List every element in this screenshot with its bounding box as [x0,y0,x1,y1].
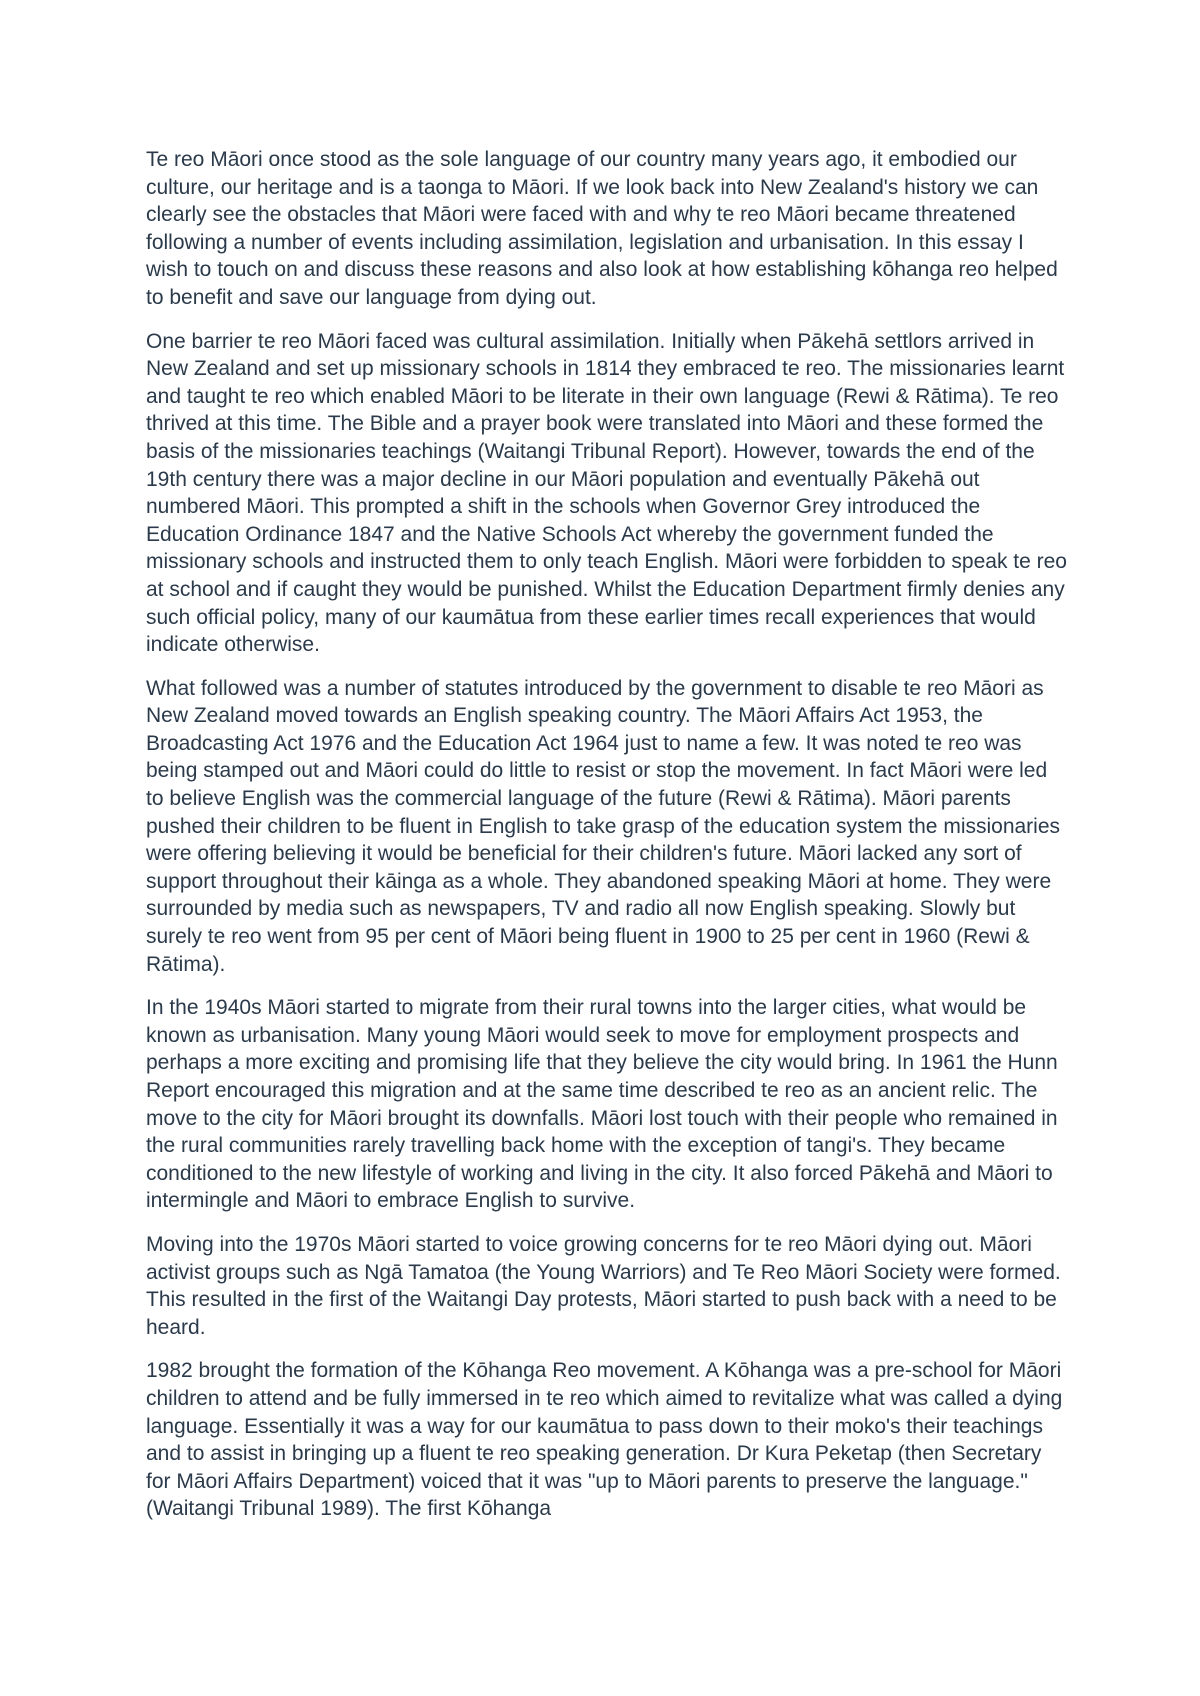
paragraph-introduction: Te reo Māori once stood as the sole language of our country many years ago, it embodied our culture, our heritage and is a taonga to Māori. If we look back into New Zealand's history we can clearly see the obstacles that Māori were faced with and why te reo Māori became threatened following a number of events including assimilation, legislation and urbanisation. In this essay I wish to touch on and discuss these reasons and also look at how establishing kōhanga reo helped to benefit and save our language from dying out. [146,148,1058,309]
paragraph-kohanga-reo: 1982 brought the formation of the Kōhanga Reo movement. A Kōhanga was a pre-school for Māori children to attend and be fully immersed in te reo which aimed to revitalize what was called a dying language. Essentially it was a way for our kaumātua to pass down to their moko's their teachings and to assist in bringing up a fluent te reo speaking generation. Dr Kura Peketap (then Secretary for Māori Affairs Department) voiced that it was "up to Māori parents to preserve the language." (Waitangi Tribunal 1989). The first Kōhanga [146,1359,1063,1521]
paragraph-legislation: What followed was a number of statutes introduced by the government to disable te reo Māori as New Zealand moved towards an English speaking country. The Māori Affairs Act 1953, the Broadcasting Act 1976 and the Education Act 1964 just to name a few. It was noted te reo was being stamped out and Māori could do little to resist or stop the movement. In fact Māori were led to believe English was the commercial language of the future (Rewi & Rātima). Māori parents pushed their children to be fluent in English to take grasp of the education system the missionaries were offering believing it would be beneficial for their children's future. Māori lacked any sort of support throughout their kāinga as a whole. They abandoned speaking Māori at home. They were surrounded by media such as newspapers, TV and radio all now English speaking. Slowly but surely te reo went from 95 per cent of Māori being fluent in 1900 to 25 per cent in 1960 (Rewi & Rātima). [146,676,1061,976]
essay-body [146,146,1068,1539]
paragraph-urbanisation: In the 1940s Māori started to migrate from their rural towns into the larger cities, what would be known as urbanisation. Many young Māori would seek to move for employment prospects and perhaps a more exciting and promising life that they believe the city would bring. In 1961 the Hunn Report encouraged this migration and at the same time described te reo as an ancient relic. The move to the city for Māori brought its downfalls. Māori lost touch with their people who remained in the rural communities rarely travelling back home with the exception of tangi's. They became conditioned to the new lifestyle of working and living in the city. It also forced Pākehā and Māori to intermingle and Māori to embrace English to survive. [146,996,1058,1213]
paragraph-activism: Moving into the 1970s Māori started to voice growing concerns for te reo Māori dying out. Māori activist groups such as Ngā Tamatoa (the Young Warriors) and Te Reo Māori Society were formed. This resulted in the first of the Waitangi Day protests, Māori started to push back with a need to be heard. [146,1232,1061,1339]
paragraph-assimilation: One barrier te reo Māori faced was cultural assimilation. Initially when Pākehā settlors arrived in New Zealand and set up missionary schools in 1814 they embraced te reo. The missionaries learnt and taught te reo which enabled Māori to be literate in their own language (Rewi & Rātima). Te reo thrived at this time. The Bible and a prayer book were translated into Māori and these formed the basis of the missionaries teachings (Waitangi Tribunal Report). However, towards the end of the 19th century there was a major decline in our Māori population and eventually Pākehā out numbered Māori. This prompted a shift in the schools when Governor Grey introduced the Education Ordinance 1847 and the Native Schools Act whereby the government funded the missionary schools and instructed them to only teach English. Māori were forbidden to speak te reo at school and if caught they would be punished. Whilst the Education Department firmly denies any such official policy, many of our kaumātua from these earlier times recall experiences that would indicate otherwise. [146,329,1067,657]
